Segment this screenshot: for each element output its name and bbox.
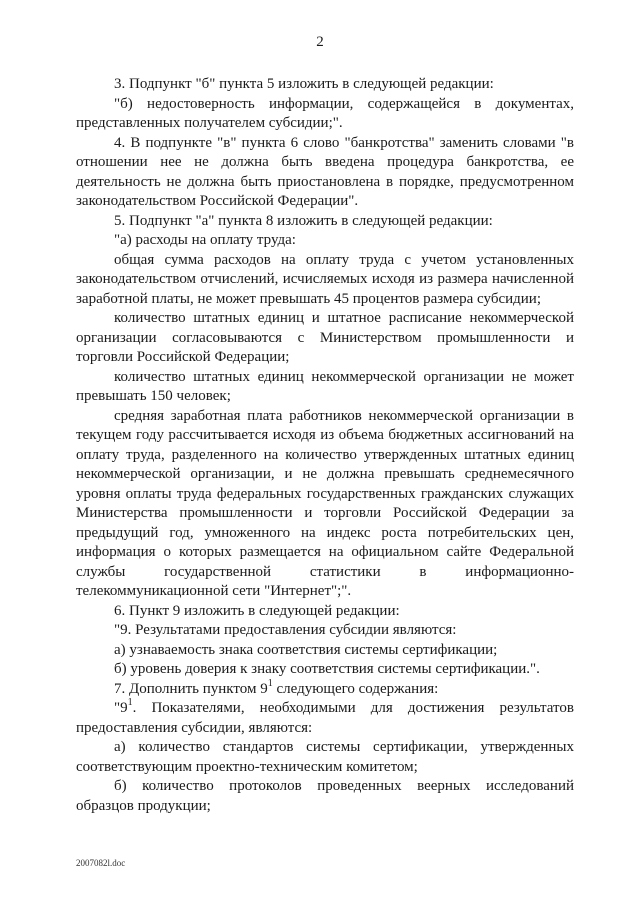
paragraph: б) количество протоколов проведенных веерных исследований образцов продукции; (76, 778, 574, 814)
paragraph: 5. Подпункт "а" пункта 8 изложить в следующей редакции: (114, 212, 493, 229)
paragraph: "б) недостоверность информации, содержащейся в документах, представленных получателем субсидии;". (76, 95, 574, 131)
paragraph: "а) расходы на оплату труда: (114, 232, 296, 248)
paragraph: 6. Пункт 9 изложить в следующей редакции: (114, 602, 400, 619)
superscript: 1 (127, 697, 133, 708)
superscript: 1 (267, 677, 273, 689)
paragraph-text: . Показателями, необходимыми для достижения результатов предоставления субсидии, являются: (76, 700, 574, 736)
page-number: 2 (316, 34, 324, 50)
paragraph-text: 7. Дополнить пунктом 9 (114, 680, 268, 697)
paragraph-text: "9 (114, 700, 128, 716)
paragraph: 4. В подпункте "в" пункта 6 слово "банкротства" заменить словами "в отношении нее не должна быть введена процедура банкротства, ее деятельность не должна быть приостановлена в порядке, предусмотренном законодательством Российской Федерации". (76, 134, 574, 209)
paragraph: а) количество стандартов системы сертификации, утвержденных соответствующим проектно-техническим комитетом; (76, 739, 574, 775)
paragraph-with-superscript (76, 677, 574, 700)
paragraph: средняя заработная плата работников некоммерческой организации в текущем году рассчитывается исходя из объема бюджетных ассигнований на оплату труда, разделенного на количество утвержденных штатных единиц некоммерческой организации, и не должна превышать среднемесячного уровня оплаты труда федеральных государственных гражданских служащих Министерства промышленности и торговли Российской Федерации за предыдущий год, умноженного на индекс роста потребительских цен, информация о которых размещается на официальном сайте Федеральной службы государственной статистики в информационно-телекоммуникационной сети "Интернет";". (76, 407, 574, 599)
paragraph-with-superscript (76, 699, 574, 738)
paragraph: общая сумма расходов на оплату труда с учетом установленных законодательством отчислений, исчисляемых исходя из размера начисленной заработной платы, не может превышать 45 процентов размера субсидии; (76, 251, 574, 307)
paragraph: 3. Подпункт "б" пункта 5 изложить в следующей редакции: (114, 76, 494, 92)
paragraph: количество штатных единиц некоммерческой организации не может превышать 150 человек; (76, 368, 574, 404)
paragraph-text: следующего содержания: (272, 680, 439, 697)
paragraph: а) узнаваемость знака соответствия системы сертификации; (114, 641, 498, 658)
file-name-footer: 2007082l.doc (76, 858, 126, 868)
paragraph: "9. Результатами предоставления субсидии являются: (114, 622, 457, 638)
document-body (76, 75, 574, 816)
paragraph: количество штатных единиц и штатное расписание некоммерческой организации согласовываются с Министерством промышленности и торговли Российской Федерации; (76, 310, 574, 365)
paragraph: б) уровень доверия к знаку соответствия системы сертификации.". (114, 661, 540, 677)
